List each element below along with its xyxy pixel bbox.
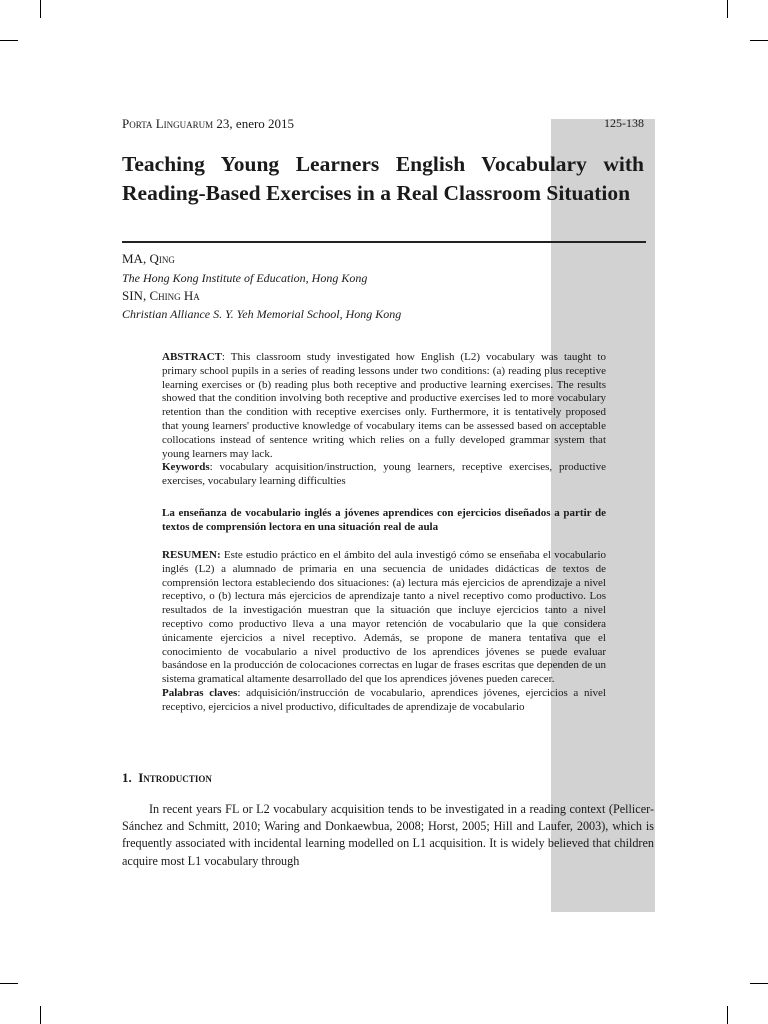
crop-mark [727, 0, 728, 18]
abstract-label: ABSTRACT [162, 351, 222, 363]
abstract [162, 351, 606, 489]
crop-mark [750, 40, 768, 41]
paper-title: Teaching Young Learners English Vocabulary with Reading-Based Exercises in a Real Classroom Situation [122, 152, 644, 205]
intro-paragraph: In recent years FL or L2 vocabulary acquisition tends to be investigated in a reading context (Pellicer-Sánchez and Schmitt, 2010; Waring and Donkaewbua, 2008; Horst, 2005; Hill and Laufer, 2003), which is frequently associated with incidental learning modelled on L1 acquisition. It is widely believed that children acquire most L1 vocabulary through [122, 802, 654, 868]
resumen-text: Este estudio práctico en el ámbito del aula investigó cómo se enseñaba el vocabulario inglés (L2) a alumnado de primaria en una secuencia de unidades didácticas de textos de comprensión lectora estableciendo dos situaciones: (a) lectura más ejercicios de aprendizaje a nivel receptivo, o (b) lectura más ejercicios de aprendizaje tanto a nivel receptivo como productivo. Los resultados de la investigación muestran que la situación que incluye ejercicios tanto a nivel receptivo como productivo lleva a una mayor retención de vocabulario que la que considera únicamente ejercicios a nivel receptivo. Además, se propone de manera tentativa que el conocimiento de vocabulario a nivel productivo de los aprendices jóvenes se puede evaluar basándose en la producción de colocaciones correctas en lugar de frases escritas que dependen de un sistema gramatical altamente desarrollado del que los aprendices jóvenes pueden carecer. [162, 549, 606, 686]
palabras-claves-label: Palabras claves [162, 686, 238, 699]
keywords-label: Keywords [162, 461, 210, 474]
crop-mark [0, 40, 18, 41]
crop-mark [727, 1006, 728, 1024]
spanish-title: La enseñanza de vocabulario inglés a jóvenes aprendices con ejercicios diseñados a partir de textos de comprensión lectora en una situación real de aula [162, 507, 606, 533]
abstract-text: : This classroom study investigated how English (L2) vocabulary was taught to primary school pupils in a series of reading lessons under two conditions: (a) reading plus receptive learning exercises or (b) reading plus both receptive and productive learning exercises. The results showed that the condition involving both receptive and productive exercises led to more vocabulary retention than the condition with receptive exercises only. Furthermore, it is tentatively proposed that young learners' productive knowledge of vocabulary items can be assessed based on acceptable collocations instead of sentence writing which relies on a fully developed grammar system that young learners may lack. [162, 351, 606, 460]
author-name: MA, Qing [122, 251, 175, 266]
crop-mark [40, 0, 41, 18]
author-name: SIN, Ching Ha [122, 288, 200, 303]
section-number: 1. [122, 770, 132, 785]
section-title: Introduction [138, 770, 212, 785]
crop-mark [40, 1006, 41, 1024]
page-range: 125-138 [604, 116, 644, 130]
section-heading [122, 770, 212, 786]
crop-mark [750, 983, 768, 984]
journal-issue: 23, enero 2015 [216, 116, 295, 131]
title-rule [122, 241, 646, 243]
resumen-label: RESUMEN: [162, 549, 221, 561]
author-affiliation: Christian Alliance S. Y. Yeh Memorial School, Hong Kong [122, 307, 402, 321]
palabras-claves-text: : adquisición/instrucción de vocabulario, aprendices jóvenes, ejercicios a nivel receptivo, ejercicios a nivel productivo, dificultades de aprendizaje de vocabulario [162, 686, 606, 713]
resumen [162, 549, 606, 715]
keywords-text: : vocabulary acquisition/instruction, young learners, receptive exercises, productive exercises, vocabulary learning difficulties [162, 461, 606, 488]
crop-mark [0, 983, 18, 984]
author-affiliation: The Hong Kong Institute of Education, Hong Kong [122, 271, 368, 285]
journal-name: Porta Linguarum [122, 116, 214, 131]
